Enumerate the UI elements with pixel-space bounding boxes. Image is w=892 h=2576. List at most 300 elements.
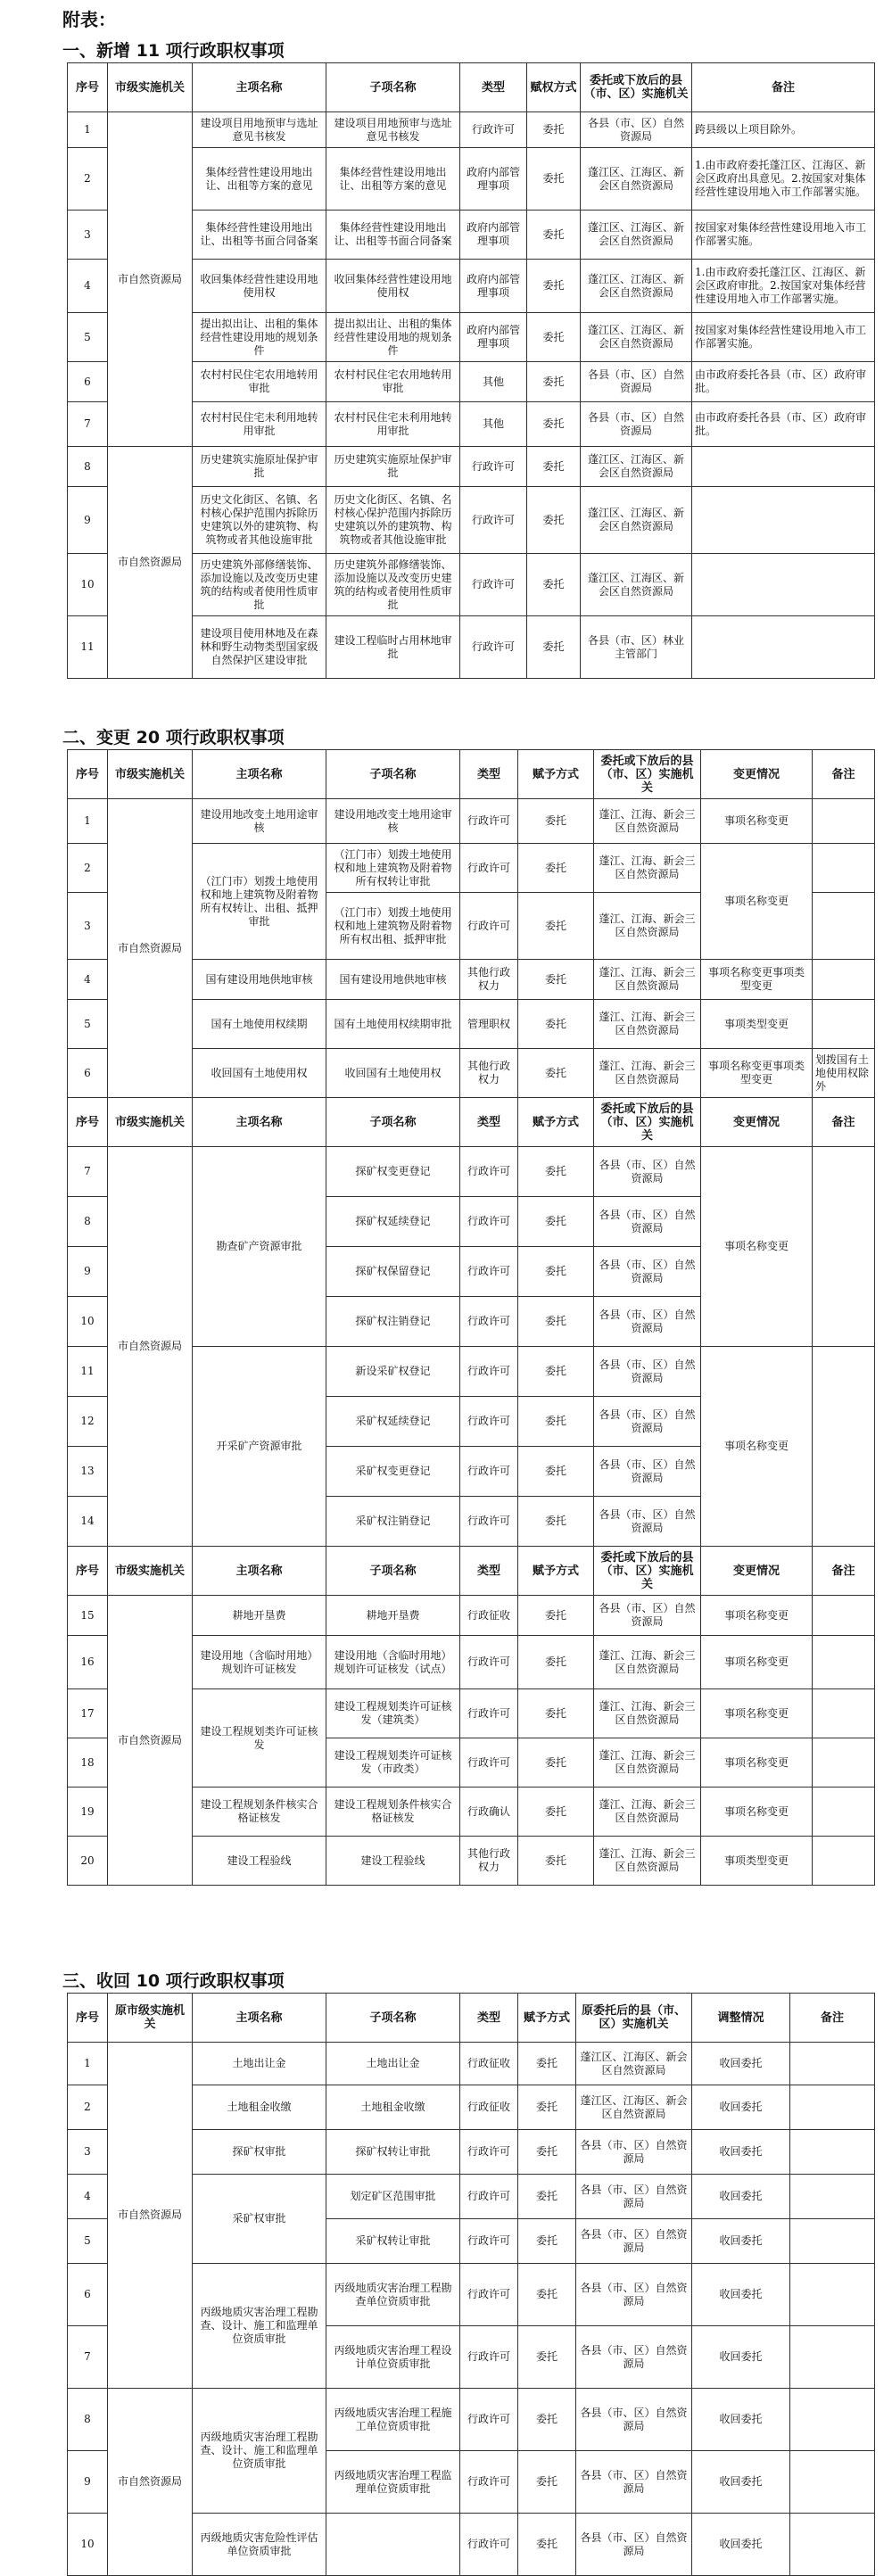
change-cell: 收回委托 — [692, 2043, 790, 2085]
note-cell: 按国家对集体经营性建设用地入市工作部署实施。 — [692, 313, 875, 362]
sub-item: 采矿权注销登记 — [326, 1497, 460, 1547]
org-cell: 蓬江、江海、新会三区自然资源局 — [594, 799, 701, 844]
note-cell — [790, 2130, 875, 2175]
type-cell: 行政许可 — [460, 1447, 518, 1497]
org-cell: 各县（市、区）自然资源局 — [576, 2264, 692, 2326]
mode-cell: 委托 — [518, 844, 594, 893]
change-cell: 事项名称变更 — [701, 844, 813, 960]
type-cell: 其他行政权力 — [460, 1049, 518, 1098]
mode-cell: 委托 — [527, 313, 581, 362]
note-cell — [692, 487, 875, 554]
type-cell: 政府内部管理事项 — [460, 313, 527, 362]
header-cell: 变更情况 — [701, 750, 813, 799]
mode-cell: 委托 — [518, 1596, 594, 1636]
sub-item: 建设工程验线 — [326, 1837, 460, 1886]
note-cell: 划拨国有土地使用权除外 — [813, 1049, 875, 1098]
row-number: 12 — [68, 1397, 108, 1447]
page-label: 附表： — [62, 9, 116, 30]
header-cell: 备注 — [813, 750, 875, 799]
header-cell: 调整情况 — [692, 1994, 790, 2043]
sub-item: 历史文化街区、名镇、名村核心保护范围内拆除历史建筑以外的建筑物、构筑物或者其他设施审批 — [326, 487, 460, 554]
main-item: 集体经营性建设用地出让、出租等书面合同备案 — [193, 211, 326, 260]
row-number: 3 — [68, 893, 108, 960]
type-cell: 其他行政权力 — [460, 960, 518, 1000]
main-item: 采矿权审批 — [193, 2175, 326, 2264]
note-cell — [813, 1689, 875, 1738]
org-cell: 蓬江区、江海区、新会区自然资源局 — [581, 447, 692, 487]
change-cell: 事项名称变更 — [701, 1738, 813, 1788]
row-number: 7 — [68, 2326, 108, 2389]
header-cell: 市级实施机关 — [108, 63, 193, 112]
sub-item: 国有土地使用权续期审批 — [326, 1000, 460, 1049]
table-header-row — [68, 1994, 875, 2043]
org-cell: 蓬江、江海、新会三区自然资源局 — [594, 893, 701, 960]
org-cell: 各县（市、区）自然资源局 — [576, 2389, 692, 2451]
main-item: 土地出让金 — [193, 2043, 326, 2085]
header-cell: 原委托后的县（市、区）实施机关 — [576, 1994, 692, 2043]
header-cell: 变更情况 — [701, 1547, 813, 1596]
header-cell: 序号 — [68, 1547, 108, 1596]
mode-cell: 委托 — [518, 2514, 576, 2576]
org-cell: 蓬江区、江海区、新会区自然资源局 — [581, 148, 692, 211]
type-cell: 行政许可 — [460, 2514, 518, 2576]
org-cell: 各县（市、区）林业主管部门 — [581, 616, 692, 679]
org-cell: 蓬江区、江海区、新会区自然资源局 — [581, 211, 692, 260]
change-cell: 事项名称变更事项类型变更 — [701, 960, 813, 1000]
header-cell: 子项名称 — [326, 63, 460, 112]
row-number: 10 — [68, 1297, 108, 1347]
table-row — [68, 447, 875, 487]
mode-cell: 委托 — [527, 554, 581, 616]
org-cell: 各县（市、区）自然资源局 — [576, 2326, 692, 2389]
row-number: 6 — [68, 362, 108, 402]
org-cell: 蓬江、江海、新会三区自然资源局 — [594, 844, 701, 893]
org-cell: 蓬江区、江海区、新会区自然资源局 — [581, 313, 692, 362]
mode-cell: 委托 — [518, 1689, 594, 1738]
row-number: 13 — [68, 1447, 108, 1497]
sub-item: 农村村民住宅未利用地转用审批 — [326, 402, 460, 447]
row-number: 5 — [68, 1000, 108, 1049]
sub-item: 划定矿区范围审批 — [326, 2175, 460, 2219]
change-cell: 事项名称变更 — [701, 1636, 813, 1689]
main-item: 建设项目用地预审与选址意见书核发 — [193, 112, 326, 148]
agency-cell: 市自然资源局 — [108, 112, 193, 447]
mode-cell: 委托 — [527, 362, 581, 402]
mode-cell: 委托 — [518, 1147, 594, 1197]
type-cell: 行政许可 — [460, 1636, 518, 1689]
header-cell: 赋权方式 — [527, 63, 581, 112]
row-number: 1 — [68, 2043, 108, 2085]
note-cell — [790, 2264, 875, 2326]
agency-cell: 市自然资源局 — [108, 1596, 193, 1886]
type-cell: 行政许可 — [460, 1689, 518, 1738]
type-cell: 行政许可 — [460, 1197, 518, 1247]
row-number: 11 — [68, 1347, 108, 1397]
type-cell: 行政确认 — [460, 1788, 518, 1837]
note-cell — [813, 1788, 875, 1837]
type-cell: 政府内部管理事项 — [460, 148, 527, 211]
row-number: 20 — [68, 1837, 108, 1886]
mode-cell: 委托 — [518, 2085, 576, 2130]
mode-cell: 委托 — [518, 2175, 576, 2219]
type-cell: 其他 — [460, 362, 527, 402]
header-cell: 赋予方式 — [518, 750, 594, 799]
table-header-row — [68, 750, 875, 799]
main-item: 国有土地使用权续期 — [193, 1000, 326, 1049]
row-number: 1 — [68, 799, 108, 844]
org-cell: 各县（市、区）自然资源局 — [576, 2219, 692, 2264]
header-cell: 类型 — [460, 1994, 518, 2043]
org-cell: 各县（市、区）自然资源局 — [576, 2130, 692, 2175]
mode-cell: 委托 — [527, 112, 581, 148]
sub-item: 建设工程规划条件核实合格证核发 — [326, 1788, 460, 1837]
type-cell: 政府内部管理事项 — [460, 260, 527, 313]
mode-cell: 委托 — [527, 402, 581, 447]
type-cell: 行政许可 — [460, 2175, 518, 2219]
section-1-title: 一、新增 11 项行政职权事项 — [62, 41, 285, 61]
row-number: 8 — [68, 2389, 108, 2451]
main-item: 耕地开垦费 — [193, 1596, 326, 1636]
sub-item: 探矿权变更登记 — [326, 1147, 460, 1197]
change-cell: 收回委托 — [692, 2085, 790, 2130]
row-number: 2 — [68, 148, 108, 211]
mode-cell: 委托 — [518, 1247, 594, 1297]
row-number: 5 — [68, 2219, 108, 2264]
note-cell — [813, 844, 875, 893]
note-cell — [813, 799, 875, 844]
mode-cell: 委托 — [518, 1447, 594, 1497]
org-cell: 各县（市、区）自然资源局 — [594, 1497, 701, 1547]
main-item: 丙级地质灾害治理工程勘查、设计、施工和监理单位资质审批 — [193, 2389, 326, 2514]
type-cell: 行政许可 — [460, 893, 518, 960]
sub-item: 建设项目用地预审与选址意见书核发 — [326, 112, 460, 148]
header-cell: 备注 — [692, 63, 875, 112]
note-cell — [813, 893, 875, 960]
row-number: 1 — [68, 112, 108, 148]
row-number: 16 — [68, 1636, 108, 1689]
header-cell: 序号 — [68, 750, 108, 799]
type-cell: 行政许可 — [460, 1738, 518, 1788]
main-item: 建设工程验线 — [193, 1837, 326, 1886]
type-cell: 政府内部管理事项 — [460, 211, 527, 260]
org-cell: 各县（市、区）自然资源局 — [581, 402, 692, 447]
header-cell: 子项名称 — [326, 1098, 460, 1147]
sub-item: （江门市）划拨土地使用权和地上建筑物及附着物所有权出租、抵押审批 — [326, 893, 460, 960]
main-item: 建设用地改变土地用途审核 — [193, 799, 326, 844]
org-cell: 各县（市、区）自然资源局 — [576, 2451, 692, 2514]
row-number: 18 — [68, 1738, 108, 1788]
org-cell: 各县（市、区）自然资源局 — [594, 1397, 701, 1447]
row-number: 7 — [68, 1147, 108, 1197]
type-cell: 行政许可 — [460, 554, 527, 616]
mode-cell: 委托 — [518, 2043, 576, 2085]
sub-item: 丙级地质灾害治理工程设计单位资质审批 — [326, 2326, 460, 2389]
note-cell: 按国家对集体经营性建设用地入市工作部署实施。 — [692, 211, 875, 260]
org-cell: 蓬江、江海、新会三区自然资源局 — [594, 1837, 701, 1886]
header-cell: 备注 — [790, 1994, 875, 2043]
org-cell: 各县（市、区）自然资源局 — [594, 1247, 701, 1297]
main-item: 农村村民住宅农用地转用审批 — [193, 362, 326, 402]
header-cell: 赋予方式 — [518, 1994, 576, 2043]
sub-item: 丙级地质灾害治理工程勘查单位资质审批 — [326, 2264, 460, 2326]
note-cell — [692, 447, 875, 487]
main-item: 建设用地（含临时用地）规划许可证核发 — [193, 1636, 326, 1689]
sub-item: 国有建设用地供地审核 — [326, 960, 460, 1000]
type-cell: 行政许可 — [460, 844, 518, 893]
table-header-row — [68, 1547, 875, 1596]
note-cell — [790, 2326, 875, 2389]
header-cell: 类型 — [460, 63, 527, 112]
row-number: 4 — [68, 260, 108, 313]
header-cell: 主项名称 — [193, 63, 326, 112]
sub-item: 探矿权保留登记 — [326, 1247, 460, 1297]
row-number: 9 — [68, 1247, 108, 1297]
main-item: 建设工程规划类许可证核发 — [193, 1689, 326, 1788]
type-cell: 行政许可 — [460, 2130, 518, 2175]
org-cell: 蓬江区、江海区、新会区自然资源局 — [581, 260, 692, 313]
change-cell: 事项类型变更 — [701, 1000, 813, 1049]
sub-item: 探矿权延续登记 — [326, 1197, 460, 1247]
mode-cell: 委托 — [518, 960, 594, 1000]
sub-item: 探矿权注销登记 — [326, 1297, 460, 1347]
header-cell: 原市级实施机关 — [108, 1994, 193, 2043]
change-cell: 收回委托 — [692, 2451, 790, 2514]
mode-cell: 委托 — [518, 2326, 576, 2389]
row-number: 14 — [68, 1497, 108, 1547]
note-cell — [813, 1837, 875, 1886]
org-cell: 蓬江区、江海区、新会区自然资源局 — [576, 2085, 692, 2130]
mode-cell: 委托 — [518, 1397, 594, 1447]
note-cell: 由市政府委托各县（市、区）政府审批。 — [692, 362, 875, 402]
note-cell — [692, 554, 875, 616]
header-cell: 市级实施机关 — [108, 1098, 193, 1147]
header-cell: 主项名称 — [193, 1098, 326, 1147]
type-cell: 行政征收 — [460, 2043, 518, 2085]
main-item: （江门市）划拨土地使用权和地上建筑物及附着物所有权转让、出租、抵押审批 — [193, 844, 326, 960]
row-number: 10 — [68, 554, 108, 616]
header-cell: 类型 — [460, 750, 518, 799]
type-cell: 行政许可 — [460, 1347, 518, 1397]
header-cell: 委托或下放后的县（市、区）实施机关 — [594, 750, 701, 799]
change-cell: 事项名称变更 — [701, 1788, 813, 1837]
row-number: 3 — [68, 211, 108, 260]
type-cell: 行政许可 — [460, 112, 527, 148]
sub-item: 历史建筑实施原址保护审批 — [326, 447, 460, 487]
section-2-title: 二、变更 20 项行政职权事项 — [62, 728, 285, 747]
row-number: 4 — [68, 2175, 108, 2219]
org-cell: 蓬江、江海、新会三区自然资源局 — [594, 1738, 701, 1788]
main-item: 国有建设用地供地审核 — [193, 960, 326, 1000]
change-cell: 收回委托 — [692, 2219, 790, 2264]
header-cell: 序号 — [68, 1994, 108, 2043]
mode-cell: 委托 — [518, 2130, 576, 2175]
table-header-row — [68, 1098, 875, 1147]
type-cell: 其他 — [460, 402, 527, 447]
org-cell: 各县（市、区）自然资源局 — [594, 1596, 701, 1636]
note-cell — [790, 2219, 875, 2264]
org-cell: 蓬江、江海、新会三区自然资源局 — [594, 960, 701, 1000]
type-cell: 行政许可 — [460, 2264, 518, 2326]
sub-item: 采矿权变更登记 — [326, 1447, 460, 1497]
org-cell: 各县（市、区）自然资源局 — [594, 1447, 701, 1497]
org-cell: 各县（市、区）自然资源局 — [581, 362, 692, 402]
mode-cell: 委托 — [518, 1347, 594, 1397]
main-item: 土地租金收缴 — [193, 2085, 326, 2130]
sub-item: 丙级地质灾害治理工程监理单位资质审批 — [326, 2451, 460, 2514]
sub-item: 农村村民住宅农用地转用审批 — [326, 362, 460, 402]
change-cell: 事项名称变更 — [701, 1689, 813, 1738]
main-item: 建设工程规划条件核实合格证核发 — [193, 1788, 326, 1837]
note-cell — [813, 1147, 875, 1347]
type-cell: 行政许可 — [460, 1297, 518, 1347]
sub-item: 提出拟出让、出租的集体经营性建设用地的规划条件 — [326, 313, 460, 362]
sub-item: 新设采矿权登记 — [326, 1347, 460, 1397]
org-cell: 蓬江、江海、新会三区自然资源局 — [594, 1689, 701, 1738]
org-cell: 蓬江区、江海区、新会区自然资源局 — [581, 554, 692, 616]
sub-item: 历史建筑外部修缮装饰、添加设施以及改变历史建筑的结构或者使用性质审批 — [326, 554, 460, 616]
agency-cell: 市自然资源局 — [108, 799, 193, 1098]
row-number: 17 — [68, 1689, 108, 1738]
org-cell: 各县（市、区）自然资源局 — [594, 1347, 701, 1397]
type-cell: 行政许可 — [460, 1497, 518, 1547]
note-cell — [813, 960, 875, 1000]
note-cell — [790, 2085, 875, 2130]
mode-cell: 委托 — [527, 616, 581, 679]
table-row — [68, 1147, 875, 1197]
sub-item: 收回集体经营性建设用地使用权 — [326, 260, 460, 313]
mode-cell: 委托 — [518, 799, 594, 844]
mode-cell: 委托 — [518, 1788, 594, 1837]
org-cell: 各县（市、区）自然资源局 — [594, 1147, 701, 1197]
sub-item: 建设工程规划类许可证核发（市政类） — [326, 1738, 460, 1788]
note-cell — [813, 1000, 875, 1049]
header-cell: 委托或下放后的县（市、区）实施机关 — [594, 1098, 701, 1147]
table-row — [68, 2389, 875, 2451]
header-cell: 类型 — [460, 1098, 518, 1147]
mode-cell: 委托 — [518, 1197, 594, 1247]
main-item: 丙级地质灾害危险性评估单位资质审批 — [193, 2514, 326, 2576]
mode-cell: 委托 — [527, 211, 581, 260]
header-cell: 子项名称 — [326, 1547, 460, 1596]
table-row — [68, 799, 875, 844]
type-cell: 行政许可 — [460, 2451, 518, 2514]
row-number: 11 — [68, 616, 108, 679]
mode-cell: 委托 — [518, 1738, 594, 1788]
row-number: 2 — [68, 844, 108, 893]
note-cell — [790, 2514, 875, 2576]
org-cell: 各县（市、区）自然资源局 — [581, 112, 692, 148]
mode-cell: 委托 — [518, 1049, 594, 1098]
header-cell: 子项名称 — [326, 750, 460, 799]
org-cell: 蓬江、江海、新会三区自然资源局 — [594, 1000, 701, 1049]
sub-item: 集体经营性建设用地出让、出租等方案的意见 — [326, 148, 460, 211]
org-cell: 蓬江、江海、新会三区自然资源局 — [594, 1788, 701, 1837]
header-cell: 子项名称 — [326, 1994, 460, 2043]
change-cell: 收回委托 — [692, 2264, 790, 2326]
type-cell: 其他行政权力 — [460, 1837, 518, 1886]
header-cell: 委托或下放后的县（市、区）实施机关 — [594, 1547, 701, 1596]
type-cell: 行政许可 — [460, 1147, 518, 1197]
mode-cell: 委托 — [518, 1636, 594, 1689]
change-cell: 收回委托 — [692, 2130, 790, 2175]
change-cell: 事项名称变更 — [701, 1147, 813, 1347]
change-cell: 事项名称变更 — [701, 799, 813, 844]
type-cell: 行政征收 — [460, 1596, 518, 1636]
sub-item: 建设用地改变土地用途审核 — [326, 799, 460, 844]
table-revoked-items — [67, 1993, 875, 2576]
sub-item: （江门市）划拨土地使用权和地上建筑物及附着物所有权转让审批 — [326, 844, 460, 893]
header-cell: 赋予方式 — [518, 1098, 594, 1147]
main-item: 历史建筑实施原址保护审批 — [193, 447, 326, 487]
org-cell: 各县（市、区）自然资源局 — [594, 1297, 701, 1347]
row-number: 15 — [68, 1596, 108, 1636]
mode-cell: 委托 — [527, 447, 581, 487]
main-item: 建设项目使用林地及在森林和野生动物类型国家级自然保护区建设审批 — [193, 616, 326, 679]
org-cell: 蓬江、江海、新会三区自然资源局 — [594, 1636, 701, 1689]
note-cell — [813, 1738, 875, 1788]
header-cell: 市级实施机关 — [108, 1547, 193, 1596]
change-cell: 事项名称变更事项类型变更 — [701, 1049, 813, 1098]
change-cell: 收回委托 — [692, 2175, 790, 2219]
sub-item: 收回国有土地使用权 — [326, 1049, 460, 1098]
note-cell — [790, 2451, 875, 2514]
change-cell: 收回委托 — [692, 2389, 790, 2451]
header-cell: 序号 — [68, 63, 108, 112]
org-cell: 蓬江、江海、新会三区自然资源局 — [594, 1049, 701, 1098]
header-cell: 主项名称 — [193, 1547, 326, 1596]
sub-item: 丙级地质灾害治理工程施工单位资质审批 — [326, 2389, 460, 2451]
header-cell: 主项名称 — [193, 1994, 326, 2043]
header-cell: 变更情况 — [701, 1098, 813, 1147]
type-cell: 行政许可 — [460, 1247, 518, 1297]
header-cell: 委托或下放后的县（市、区）实施机关 — [581, 63, 692, 112]
table-changed-items — [67, 749, 875, 1886]
note-cell: 由市政府委托各县（市、区）政府审批。 — [692, 402, 875, 447]
note-cell: 跨县级以上项目除外。 — [692, 112, 875, 148]
row-number: 10 — [68, 2514, 108, 2576]
type-cell: 行政许可 — [460, 2219, 518, 2264]
row-number: 5 — [68, 313, 108, 362]
change-cell: 收回委托 — [692, 2326, 790, 2389]
note-cell — [692, 616, 875, 679]
type-cell: 管理职权 — [460, 1000, 518, 1049]
agency-cell: 市自然资源局 — [108, 2389, 193, 2576]
org-cell: 蓬江区、江海区、新会区自然资源局 — [581, 487, 692, 554]
type-cell: 行政许可 — [460, 2326, 518, 2389]
table-new-items — [67, 62, 875, 679]
section-3-title: 三、收回 10 项行政职权事项 — [62, 1971, 285, 1991]
note-cell — [790, 2389, 875, 2451]
type-cell: 行政许可 — [460, 1397, 518, 1447]
sub-item — [326, 2514, 460, 2576]
change-cell: 事项类型变更 — [701, 1837, 813, 1886]
note-cell: 1.由市政府委托蓬江区、江海区、新会区政府出具意见。2.按国家对集体经营性建设用地入市工作部署实施。 — [692, 148, 875, 211]
sub-item: 探矿权转让审批 — [326, 2130, 460, 2175]
main-item: 历史建筑外部修缮装饰、添加设施以及改变历史建筑的结构或者使用性质审批 — [193, 554, 326, 616]
org-cell: 各县（市、区）自然资源局 — [576, 2514, 692, 2576]
type-cell: 行政许可 — [460, 447, 527, 487]
note-cell — [813, 1636, 875, 1689]
org-cell: 蓬江区、江海区、新会区自然资源局 — [576, 2043, 692, 2085]
mode-cell: 委托 — [518, 1497, 594, 1547]
row-number: 3 — [68, 2130, 108, 2175]
agency-cell: 市自然资源局 — [108, 1147, 193, 1547]
mode-cell: 委托 — [518, 1297, 594, 1347]
main-item: 收回集体经营性建设用地使用权 — [193, 260, 326, 313]
agency-cell: 市自然资源局 — [108, 447, 193, 679]
mode-cell: 委托 — [518, 1000, 594, 1049]
note-cell — [813, 1347, 875, 1547]
